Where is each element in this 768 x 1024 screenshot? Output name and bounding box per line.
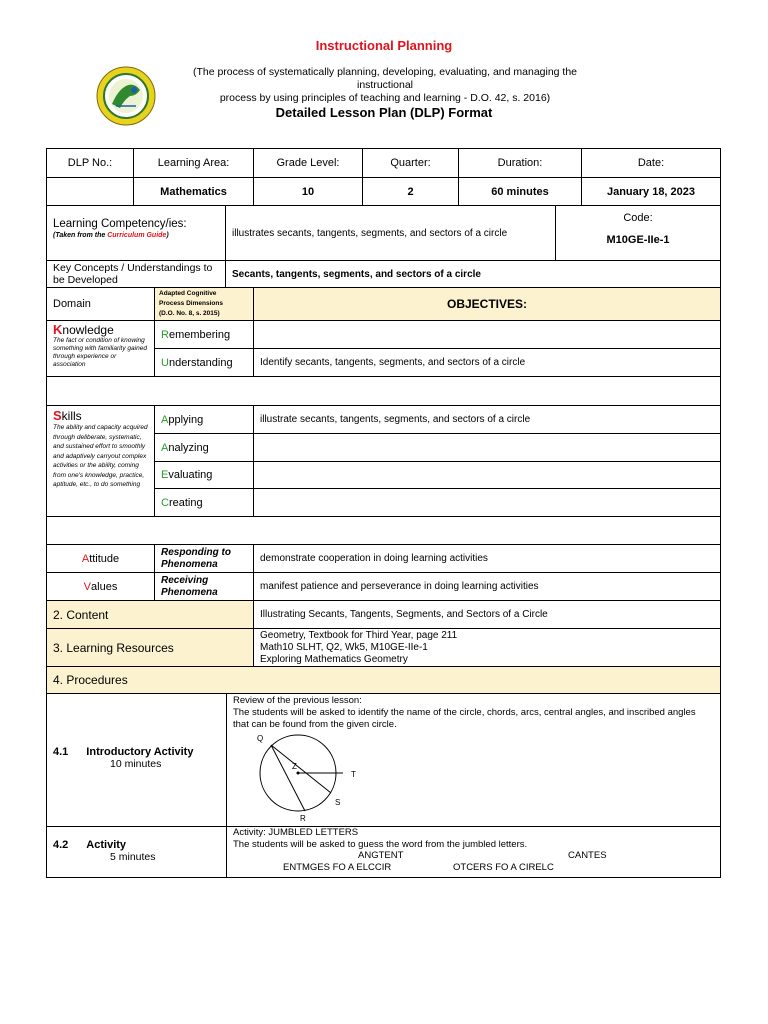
- point-r-label: R: [300, 814, 306, 823]
- values-level: Receiving Phenomena: [154, 572, 254, 601]
- values-label: alues: [91, 580, 118, 593]
- competency-label-cell: [46, 205, 226, 261]
- learning-area-value: Mathematics: [133, 177, 254, 206]
- point-t-label: T: [351, 770, 356, 779]
- header-subtitle: [175, 66, 595, 105]
- dlp-no-value: [46, 177, 134, 206]
- skills-initial: S: [53, 408, 62, 423]
- applying-initial: A: [161, 413, 169, 426]
- understanding-initial: U: [161, 356, 169, 369]
- acpd-line-2: Process Dimensions: [159, 300, 223, 307]
- activity-label-cell: [46, 826, 227, 878]
- values-objective: manifest patience and perseverance in doing learning activities: [253, 572, 721, 601]
- subtitle-line-2: process by using principles of teaching and learning - D.O. 42, s. 2016): [219, 92, 551, 104]
- analyzing-initial: A: [161, 441, 169, 454]
- intro-line: that can be found from the given circle.: [233, 719, 397, 730]
- skills-word: kills: [61, 409, 82, 423]
- intro-title: [53, 746, 220, 758]
- duration-label: Duration:: [458, 148, 582, 178]
- attitude-level: Responding to Phenomena: [154, 544, 254, 573]
- remembering-label: emembering: [168, 328, 231, 341]
- skills-cell: [46, 405, 155, 517]
- acpd-line-1: Adapted Cognitive: [159, 290, 217, 297]
- spacer-row-2: [46, 516, 721, 545]
- knowledge-title: [53, 322, 148, 337]
- date-value: January 18, 2023: [581, 177, 721, 206]
- jumbled-row-2: [233, 862, 714, 874]
- format-title: Detailed Lesson Plan (DLP) Format: [275, 105, 493, 120]
- jumbled-word: ENTMGES FO A ELCCIR: [283, 861, 392, 873]
- objectives-heading: OBJECTIVES:: [253, 287, 721, 321]
- key-concepts-label: Key Concepts / Understandings to be Developed: [46, 260, 226, 288]
- dlp-table: [46, 148, 721, 878]
- curriculum-guide-link: Curriculum Guide: [107, 232, 167, 239]
- evaluating-initial: E: [161, 469, 169, 481]
- analyzing-objective: [253, 433, 721, 462]
- intro-line: Review of the previous lesson:: [233, 695, 362, 706]
- duration-value: 60 minutes: [458, 177, 582, 206]
- jumbled-word: OTCERS FO A CIRELC: [453, 861, 554, 873]
- resource-item: Exploring Mathematics Geometry: [260, 654, 408, 665]
- evaluating-label: valuating: [168, 469, 213, 481]
- resource-item: Math10 SLHT, Q2, Wk5, M10GE-IIe-1: [260, 642, 428, 653]
- quarter-label: Quarter:: [362, 148, 459, 178]
- intro-content: [226, 693, 721, 827]
- competency-text: illustrates secants, tangents, segments, and sectors of a circle: [225, 205, 556, 261]
- attitude-label: ttitude: [89, 552, 120, 565]
- spacer-row: [46, 376, 721, 406]
- skills-description: The ability and capacity acquired through deliberate, systematic, and sustained effort to smoothly and adaptively carryout complex activities or the ability, coming from one's knowledge, practice, aptitude, etc., to do something: [53, 424, 148, 488]
- grade-level-label: Grade Level:: [253, 148, 363, 178]
- understanding-cell: [154, 348, 254, 377]
- grade-level-value: 10: [253, 177, 363, 206]
- attitude-cell: [46, 544, 155, 573]
- acpd-line-3: (D.O. No. 8, s. 2015): [159, 310, 220, 317]
- intro-label: Introductory Activity: [86, 746, 194, 758]
- creating-objective: [253, 488, 721, 517]
- intro-time: 10 minutes: [110, 758, 162, 770]
- resource-item: Geometry, Textbook for Third Year, page 211: [260, 630, 458, 641]
- competency-note: [53, 232, 219, 239]
- jumbled-word: CANTES: [568, 850, 607, 861]
- knowledge-initial: K: [53, 322, 63, 337]
- content-text: Illustrating Secants, Tangents, Segments, and Sectors of a Circle: [253, 600, 721, 629]
- competency-note-pre: (Taken from the: [53, 232, 108, 239]
- creating-cell: [154, 488, 254, 517]
- point-q-label: Q: [257, 734, 264, 743]
- competency-note-post: ): [166, 232, 169, 239]
- analyzing-cell: [154, 433, 254, 462]
- activity-number: 4.2: [53, 839, 69, 851]
- activity-line: Activity: JUMBLED LETTERS: [233, 827, 359, 838]
- dlp-no-label: DLP No.:: [46, 148, 134, 178]
- domain-label: Domain: [46, 287, 155, 321]
- skills-title: [53, 408, 148, 423]
- analyzing-label: nalyzing: [168, 441, 209, 454]
- evaluating-cell: [154, 461, 254, 489]
- code-value: M10GE-IIe-1: [606, 234, 670, 246]
- remembering-objective: [253, 320, 721, 349]
- intro-line: The students will be asked to identify the name of the circle, chords, arcs, central angles, and inscribed angles: [233, 707, 696, 718]
- knowledge-description: The fact or condition of knowing something with familiarity gained through experience or association: [53, 337, 147, 368]
- values-cell: [46, 572, 155, 601]
- applying-objective: illustrate secants, tangents, segments, and sectors of a circle: [253, 405, 721, 434]
- knowledge-word: nowledge: [62, 323, 114, 337]
- understanding-label: nderstanding: [168, 356, 233, 369]
- evaluating-objective: [253, 461, 721, 489]
- remembering-cell: [154, 320, 254, 349]
- applying-label: pplying: [168, 413, 204, 426]
- subtitle-line-1: (The process of systematically planning, developing, evaluating, and managing the instructional: [192, 66, 578, 91]
- resources-label: 3. Learning Resources: [46, 628, 254, 667]
- activity-time: 5 minutes: [110, 851, 156, 863]
- intro-label-cell: [46, 693, 227, 827]
- intro-number: 4.1: [53, 746, 69, 758]
- resources-list: [253, 628, 721, 667]
- activity-title: [53, 839, 220, 851]
- activity-line: The students will be asked to guess the word from the jumbled letters.: [233, 838, 528, 850]
- date-label: Date:: [581, 148, 721, 178]
- remembering-initial: R: [161, 328, 169, 341]
- creating-label: reating: [168, 496, 203, 509]
- knowledge-cell: [46, 320, 155, 377]
- quarter-value: 2: [362, 177, 459, 206]
- content-label: 2. Content: [46, 600, 254, 629]
- procedures-heading: 4. Procedures: [46, 666, 721, 694]
- activity-content: [226, 826, 721, 878]
- attitude-initial: A: [81, 552, 90, 565]
- applying-cell: [154, 405, 254, 434]
- competency-label: Learning Competency/ies:: [53, 218, 187, 230]
- values-initial: V: [83, 580, 92, 593]
- page-title: Instructional Planning: [315, 38, 453, 53]
- point-z-label: Z: [292, 762, 297, 771]
- point-s-label: S: [335, 798, 341, 807]
- understanding-objective: Identify secants, tangents, segments, and sectors of a circle: [253, 348, 721, 377]
- code-label: Code:: [623, 212, 653, 224]
- jumbled-word: ANGTENT: [358, 850, 404, 861]
- learning-area-label: Learning Area:: [133, 148, 254, 178]
- creating-initial: C: [161, 496, 169, 509]
- circle-diagram: [243, 731, 373, 823]
- attitude-objective: demonstrate cooperation in doing learning activities: [253, 544, 721, 573]
- jumbled-row-1: [233, 850, 714, 862]
- key-concepts-text: Secants, tangents, segments, and sectors of a circle: [225, 260, 721, 288]
- acpd-cell: [154, 287, 254, 321]
- activity-label: Activity: [86, 839, 127, 851]
- code-cell: [555, 205, 721, 261]
